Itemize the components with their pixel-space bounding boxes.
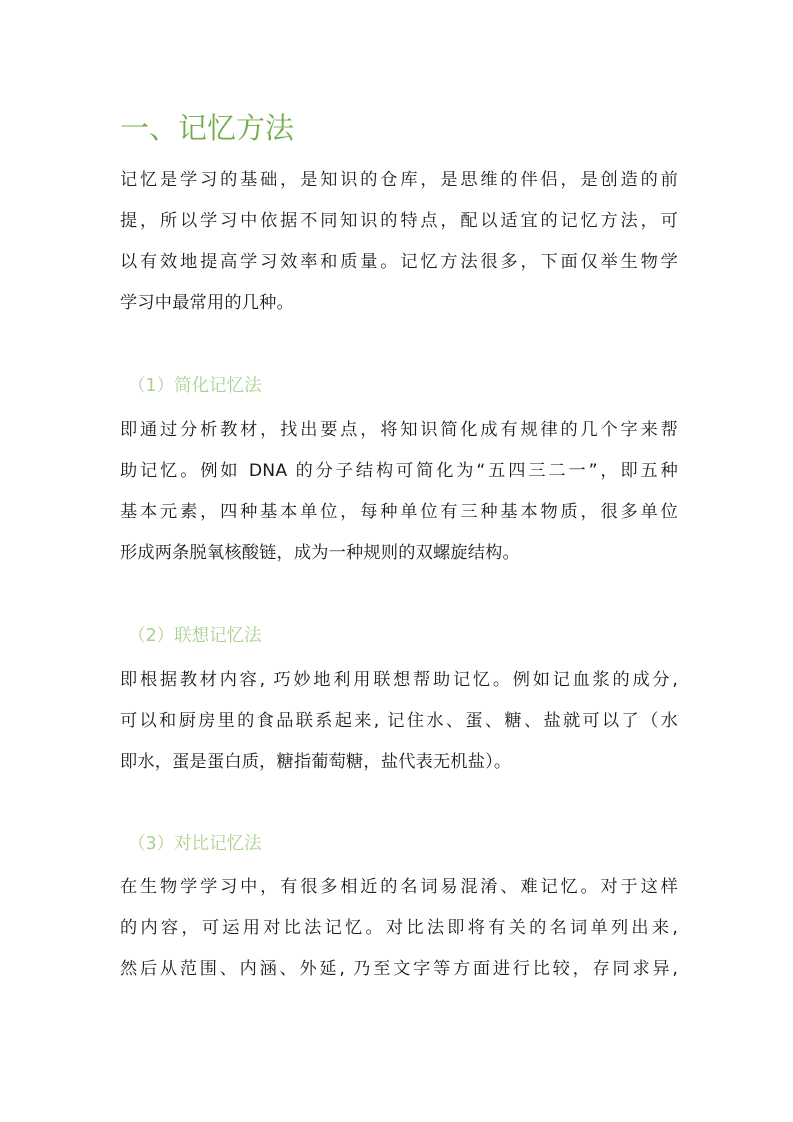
paragraph-line: 记忆是学习的基础，是知识的仓库，是思维的伴侣，是创造的前 (120, 170, 678, 190)
subheading-simplification-method: （1）简化记忆法 (128, 376, 262, 396)
paragraph-line: 助记忆。例如 DNA 的分子结构可简化为“五四三二一”，即五种 (120, 461, 678, 481)
paragraph-line: 提，所以学习中依据不同知识的特点，配以适宜的记忆方法，可 (120, 211, 678, 231)
subheading-association-method: （2）联想记忆法 (128, 626, 262, 646)
paragraph-line: 学习中最常用的几种。 (120, 293, 294, 313)
intro-paragraph (120, 160, 678, 324)
paragraph-line: 即水，蛋是蛋白质，糖指葡萄糖，盐代表无机盐）。 (120, 752, 512, 772)
paragraph-line: 以有效地提高学习效率和质量。记忆方法很多，下面仅举生物学 (120, 252, 678, 272)
paragraph-line: 形成两条脱氧核酸链，成为一种规则的双螺旋结构。 (120, 543, 520, 563)
paragraph-line: 即通过分析教材，找出要点，将知识简化成有规律的几个字来帮 (120, 420, 678, 440)
paragraph-line: 基本元素，四种基本单位，每种单位有三种基本物质，很多单位 (120, 502, 678, 522)
paragraph-line: 即根据教材内容, 巧妙地利用联想帮助记忆。例如记血浆的成分, (120, 670, 678, 690)
association-paragraph (120, 660, 678, 783)
paragraph-line: 然后从范围、内涵、外延, 乃至文字等方面进行比较，存同求异, (120, 959, 678, 979)
paragraph-line: 的内容，可运用对比法记忆。对比法即将有关的名词单列出来, (120, 918, 678, 938)
paragraph-line: 可以和厨房里的食品联系起来, 记住水、蛋、糖、盐就可以了（水 (120, 711, 678, 731)
comparison-paragraph (120, 867, 678, 990)
section-heading-memory-methods: 一、记忆方法 (120, 111, 295, 145)
simplification-paragraph (120, 410, 678, 574)
subheading-comparison-method: （3）对比记忆法 (128, 834, 262, 854)
paragraph-line: 在生物学学习中，有很多相近的名词易混淆、难记忆。对于这样 (120, 877, 678, 897)
